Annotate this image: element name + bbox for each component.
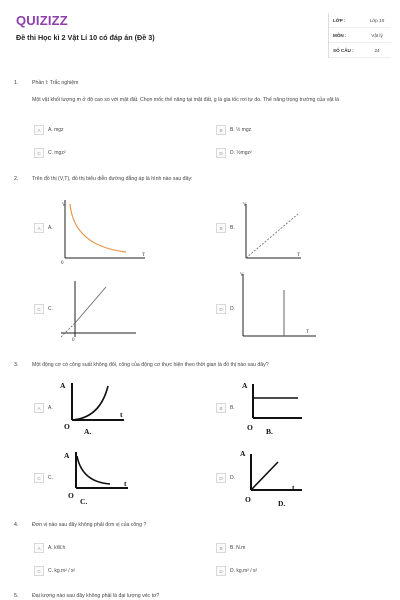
q1-option-d-text: D. ½mgz² [230,150,252,156]
meta-count-value: 24 [374,47,380,53]
q4-option-b-text: B. N.m [230,545,246,551]
q2-option-b-letter: B [216,223,226,233]
q2a-x-label: T [142,253,146,258]
question-1-section: Phần I: Trắc nghiệm [32,80,79,86]
q3-option-a-letter: A [34,403,44,413]
document-title: Đề thi Học kì 2 Vật Lí 10 có đáp án (Đề 3) [16,33,155,42]
q2-option-a[interactable] [34,223,53,233]
q4-option-c[interactable] [34,566,75,576]
q2-option-b[interactable] [216,223,235,233]
q3d-y-label: A [240,449,246,458]
q2b-dashed-line [246,214,301,258]
q4-option-d[interactable] [216,566,257,576]
q2-option-b-text: B. [230,225,235,231]
q2-option-c-text: C. [48,306,53,312]
q3-option-a-text: A. [48,405,53,411]
q3b-origin: O [247,423,253,432]
question-4-text: Đơn vị nào sau đây không phải đơn vị của công ? [32,522,147,528]
q2-graph-c [58,275,138,341]
q1-option-b[interactable] [216,125,251,135]
q3-option-b[interactable] [216,403,235,413]
q2-option-d-text: D. [230,306,235,312]
q3d-x-label: t [292,483,295,492]
q1-option-b-text: B. ½ mgz [230,127,252,133]
question-4-number: 4. [14,522,19,528]
q2-option-a-letter: A [34,223,44,233]
question-1-number: 1. [14,80,19,86]
question-2-number: 2. [14,176,19,182]
q3-option-d-text: D. [230,475,235,481]
q3-option-b-letter: B [216,403,226,413]
q4-option-c-letter: C [34,566,44,576]
question-5-number: 5. [14,593,19,599]
q2a-curve [70,204,126,252]
q2-option-d[interactable] [216,304,235,314]
q2b-x-label: T [297,253,301,258]
q1-option-c-text: C. mgz² [48,150,66,156]
q3-graph-c [60,448,140,508]
q3c-graph-label: C. [80,497,88,506]
q3b-graph-label: B. [266,427,273,436]
q1-option-a[interactable] [34,125,64,135]
meta-count-key: SỐ CÂU : [333,47,354,53]
quizizz-logo: QUIZIZZ [16,13,68,28]
q3-option-a[interactable] [34,403,53,413]
meta-class-key: LỚP : [333,17,346,23]
q3-graph-b [240,378,320,438]
q2a-y-label: V [62,203,66,208]
q4-option-a-text: A. kW.h [48,545,66,551]
q3-graph-a [60,378,140,438]
meta-class-value: Lớp 10 [369,17,385,23]
q3c-origin: O [68,491,74,500]
question-3-text: Một động cơ có công suất không đổi, công của động cơ thực hiện theo thời gian là đồ thị nào sau đây? [32,362,269,368]
q3c-y-label: A [64,451,70,460]
q1-option-d[interactable] [216,148,252,158]
q2-option-d-letter: D [216,304,226,314]
meta-subject-key: MÔN : [333,32,347,38]
meta-subject-row [329,28,391,43]
question-3-number: 3. [14,362,19,368]
q2c-solid-line [75,287,106,323]
q3a-y-label: A [60,381,66,390]
q1-option-a-text: A. mgz [48,127,64,133]
q2-graph-a [60,196,150,266]
q3a-origin: O [64,422,70,431]
q2-option-a-text: A. [48,225,53,231]
q1-option-c[interactable] [34,148,66,158]
q2d-x-label: T [306,330,310,335]
q3d-line [251,462,278,490]
meta-subject-value: Vật lý [371,32,383,38]
q3-option-c[interactable] [34,473,53,483]
q3a-x-label: t [120,410,123,419]
question-1-text: Một vật khối lượng m ở độ cao so với mặt đất. Chọn mốc thế năng tại mặt đất, g là gia tốc rơi tự do. Thế năng trọng trường của vật là [32,97,340,103]
q3-option-b-text: B. [230,405,235,411]
q3a-graph-label: A. [84,427,92,436]
q2c-origin: 0 [72,338,75,343]
q1-option-c-letter: C [34,148,44,158]
q2b-y-label: V [243,203,247,208]
meta-panel [328,13,391,58]
q3a-curve [72,386,108,420]
q2c-dashed-part [61,323,75,337]
q4-option-d-letter: D [216,566,226,576]
q3d-graph-label: D. [278,499,286,508]
q4-option-d-text: D. kg.m² / s² [230,568,258,574]
meta-class-row [329,13,391,28]
q1-option-a-letter: A [34,125,44,135]
q2a-origin: 0 [61,261,64,266]
q1-option-d-letter: D [216,148,226,158]
q2-option-c-letter: C [34,304,44,314]
q3c-curve [77,456,110,484]
q4-option-b[interactable] [216,543,245,553]
q3c-x-label: t [124,479,127,488]
q2-graph-b [243,198,303,264]
q1-option-b-letter: B [216,125,226,135]
q2-graph-d [240,270,320,342]
question-2-text: Trên đồ thị (V,T), đồ thị biểu diễn đường đẳng áp là hình nào sau đây: [32,176,193,182]
q3b-y-label: A [242,381,248,390]
q3-option-d-letter: D [216,473,226,483]
q4-option-c-text: C. kg.m² / s² [48,568,76,574]
q3-option-c-text: C. [48,475,53,481]
q4-option-b-letter: B [216,543,226,553]
question-5-text: Đại lượng nào sau đây không phải là đại lượng véc tơ? [32,593,160,599]
q4-option-a[interactable] [34,543,65,553]
q2-option-c[interactable] [34,304,53,314]
meta-count-row [329,43,391,58]
q4-option-a-letter: A [34,543,44,553]
q3-option-d[interactable] [216,473,235,483]
q3-option-c-letter: C [34,473,44,483]
q3d-origin: O [245,495,251,504]
q2d-y-label: V [240,273,244,278]
q3-graph-d [240,446,320,510]
